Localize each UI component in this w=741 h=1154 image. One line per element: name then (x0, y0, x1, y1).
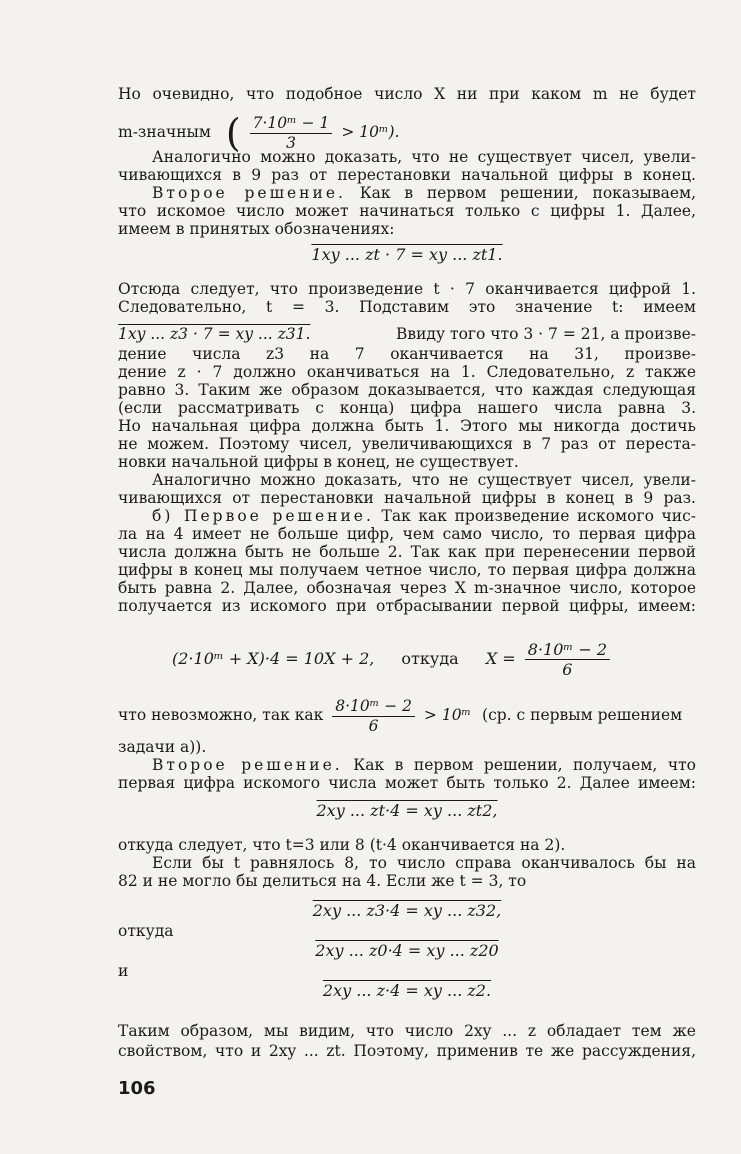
page-number: 106 (118, 1078, 156, 1099)
text-line: задачи а)). (118, 738, 207, 756)
text-line: Аналогично можно доказать, что не существует чисел, увели- (152, 148, 696, 166)
fraction (250, 114, 333, 153)
equation (118, 246, 696, 264)
text-fragment: Как в первом решении, получаем, что (353, 756, 696, 774)
equation (118, 942, 696, 960)
equation-text: 2xy ... z3·4 = xy ... z32, (312, 901, 502, 920)
text-line: получается из искомого при отбрасывании первой цифры, имеем: (118, 597, 696, 615)
text-fragment: Так как произведение искомого чис- (381, 507, 697, 525)
text-line (152, 756, 696, 774)
text-line: Следовательно, t = 3. Подставим это значение t: имеем (118, 298, 696, 316)
text-line: что искомое число может начинаться только с цифры 1. Далее, (118, 202, 696, 220)
equation-text: 1xy ... zt · 7 = xy ... zt1. (311, 245, 503, 264)
text-line: Но начальная цифра должна быть 1. Этого мы никогда достичь (118, 417, 696, 435)
text-line (118, 325, 696, 343)
text-line: Таким образом, мы видим, что число 2xy ... z обладает тем же (118, 1022, 696, 1040)
text-line: быть равна 2. Далее, обозначая через X m-значное число, которое (118, 579, 696, 597)
text-line: Отсюда следует, что произведение t · 7 оканчивается цифрой 1. (118, 280, 696, 298)
text-line: 82 и не могло бы делиться на 4. Если же t = 3, то (118, 872, 527, 890)
text-line: числа должна быть не больше 2. Так как при перенесении первой (118, 543, 696, 561)
section-heading: Второе решение. (152, 756, 343, 774)
text-line: чивающихся от перестановки начальной цифры в конец в 9 раз. (118, 489, 696, 507)
text-line: новки начальной цифры в конец, не существует. (118, 453, 519, 471)
text-line: первая цифра искомого числа может быть только 2. Далее имеем: (118, 774, 696, 792)
formula-line (118, 111, 696, 155)
paren: ( (225, 111, 241, 155)
text-line: откуда (118, 922, 174, 940)
text-line: откуда следует, что t=3 или 8 (t·4 оканчивается на 2). (118, 836, 566, 854)
text-line: чивающихся в 9 раз от перестановки начальной цифры в конец. (118, 166, 696, 184)
text-line: Если бы t равнялось 8, то число справа оканчивалось бы на (152, 854, 696, 872)
equation-text: X = (485, 649, 516, 668)
text-fragment: m-значным (118, 123, 211, 141)
text-line: свойством, что и 2xy ... zt. Поэтому, применив те же рассуждения, (118, 1042, 696, 1060)
formula-line (172, 638, 652, 680)
equation-text: 2xy ... zt·4 = xy ... zt2, (316, 801, 498, 820)
section-heading: Второе решение. (152, 184, 346, 202)
text-line (152, 184, 696, 202)
text-line: цифры в конец мы получаем четное число, то первая цифра должна (118, 561, 696, 579)
text-line: дение числа z3 на 7 оканчивается на 31, произве- (118, 345, 696, 363)
text-line: ла на 4 имеет не больше цифр, чем само число, то первая цифра (118, 525, 696, 543)
equation-text: 2xy ... z0·4 = xy ... z20 (315, 941, 499, 960)
section-heading: б) Первое решение. (152, 507, 374, 525)
text-fragment: откуда (401, 649, 459, 668)
text-fragment: что невозможно, так как (118, 706, 324, 724)
text-line: не можем. Поэтому чисел, увеличивающихся в 7 раз от переста- (118, 435, 696, 453)
equation (118, 982, 696, 1000)
text-line: (если рассматривать с конца) цифра нашего числа равна 3. (118, 399, 696, 417)
text-line: и (118, 962, 129, 980)
text-line: Аналогично можно доказать, что не существует чисел, увели- (152, 471, 696, 489)
text-fragment: Как в первом решении, показываем, (359, 184, 696, 202)
denominator: 6 (562, 660, 573, 679)
equation (118, 802, 696, 820)
formula-line (118, 694, 696, 736)
equation-text: > 10ᵐ (423, 706, 472, 724)
equation (118, 902, 696, 920)
equation-text: (2·10ᵐ + X)·4 = 10X + 2, (172, 649, 375, 668)
equation-text: 1xy ... z3 · 7 = xy ... z31. (118, 325, 311, 343)
text-line: Но очевидно, что подобное число X ни при каком m не будет (118, 85, 696, 103)
denominator: 3 (286, 133, 296, 152)
fraction (332, 697, 415, 736)
equation-text: 2xy ... z·4 = xy ... z2. (322, 981, 492, 1000)
numerator: 8·10ᵐ − 2 (525, 640, 610, 660)
text-fragment: (ср. с первым решением (482, 706, 683, 724)
text-line: равно 3. Таким же образом доказывается, что каждая следующая (118, 381, 696, 399)
text-line (152, 507, 696, 525)
text-fragment: > 10ᵐ). (341, 123, 400, 141)
denominator: 6 (368, 716, 379, 735)
text-line: дение z · 7 должно оканчиваться на 1. Следовательно, z также (118, 363, 696, 381)
numerator: 7·10ᵐ − 1 (250, 114, 333, 134)
fraction (525, 640, 610, 679)
numerator: 8·10ᵐ − 2 (332, 697, 415, 717)
text-fragment: Ввиду того что 3 · 7 = 21, а произве- (395, 325, 696, 343)
text-line: имеем в принятых обозначениях: (118, 220, 395, 238)
